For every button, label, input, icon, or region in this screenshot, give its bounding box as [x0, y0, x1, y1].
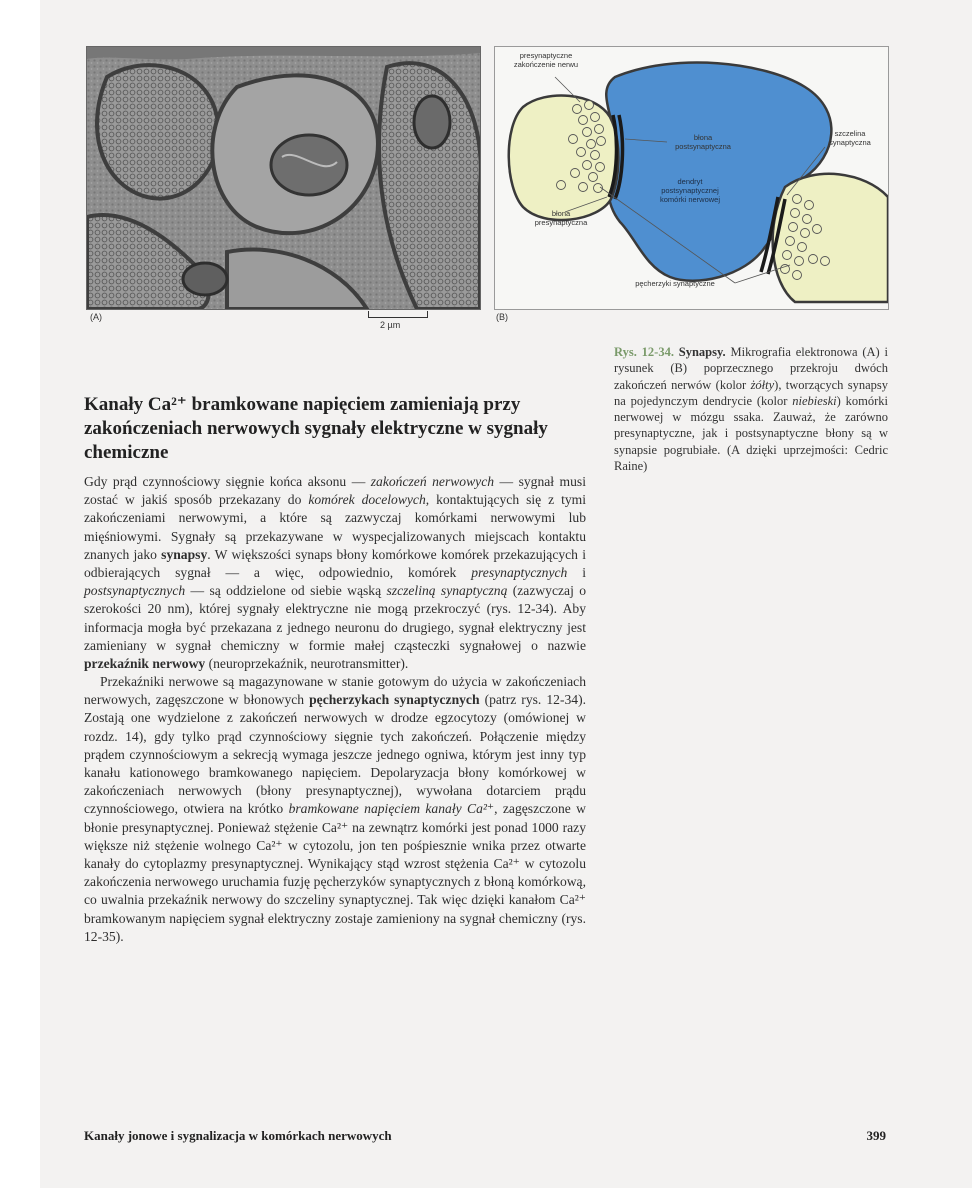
panel-b-label: (B): [496, 312, 508, 322]
caption-number: Rys. 12-34.: [614, 345, 674, 359]
term-synapsy: synapsy: [161, 546, 208, 562]
label-synaptic-cleft: szczelina synaptyczna: [829, 129, 871, 147]
electron-micrograph: [86, 46, 481, 310]
paragraph-1: Gdy prąd czynnościowy sięgnie końca aksonu — zakończeń nerwowych — sygnał musi zostać w jakiś sposób przekazany do komórek docelowych, kontaktujących się z tymi zakończeniami nerwowymi, a które są zazwyczaj komórkami nerwowymi lub mięśniowymi. Sygnały są przekazywane w wyspecjalizowanych miejscach kontaktu znanych jako synapsy. W większości synaps błony komórkowe komórek przekazujących i odbierających sygnał — a więc, odpowiednio, komórek presynaptycznych i postsynaptycznych — są oddzielone od siebie wąską szczeliną synaptyczną (zazwyczaj o szerokości 20 nm), której sygnały elektryczne nie mogą przekroczyć (rys. 12-34). Aby informacja mogła być przekazana z jednego neuronu do drugiego, sygnał elektryczny jest zamieniany w sygnał chemiczny w formie małej cząsteczki sygnałowej o nazwie przekaźnik nerwowy (neuroprzekaźnik, neurotransmitter).: [84, 474, 587, 671]
figure-caption: [614, 344, 888, 474]
label-presynaptic-membrane: błona presynaptyczna: [534, 209, 588, 227]
caption-title: Synapsy.: [678, 345, 726, 359]
label-presynaptic-terminal: presynaptyczne zakończenie nerwu: [513, 51, 579, 69]
caption-text-3: ) komórki nerwowej w mózgu ssaka. Zauważ, że zarówno presynaptyczne, jak i postsynaptyczne błony są w synapsie pogrubiałe. (A dzięki uprzejmości: Cedric Raine): [614, 393, 888, 473]
synapse-diagram: [494, 46, 889, 310]
running-title: Kanały jonowe i sygnalizacja w komórkach nerwowych: [84, 1128, 392, 1143]
label-synaptic-vesicles: pęcherzyki synaptyczne: [635, 279, 715, 288]
page-number: 399: [866, 1128, 886, 1143]
micrograph-image: [87, 47, 480, 309]
label-dendrite: dendryt postsynaptycznej komórki nerwowej: [659, 177, 721, 204]
caption-yellow-word: żółty: [750, 377, 775, 392]
caption-blue-word: niebieski: [792, 393, 837, 408]
panel-a-label: (A): [90, 312, 102, 322]
paragraph-2: Przekaźniki nerwowe są magazynowane w stanie gotowym do użycia w zakończeniach nerwowych, zagęszczone w błonowych pęcherzykach synaptycznych (patrz rys. 12-34). Zostają one wydzielone z zakończeń nerwowych w drodze egzocytozy (omówionej w rozdz. 14), gdy tylko prąd czynnościowy sięgnie tych zakończeń. Połączenie między prądem czynnościowym a sekrecją wymaga jeszcze jednego ogniwa, którym jest inny typ kanału kationowego bramkowanego napięciem. Depolaryzacja błony komórkowej w zakończeniach nerwowych (błony presynaptycznej), wywołana dotarciem prądu czynnościowego, otwiera na krótko bramkowane napięciem kanały Ca²⁺, zagęszczone w błonie presynaptycznej. Ponieważ stężenie Ca²⁺ na zewnątrz komórki jest ponad 1000 razy większe niż stężenie wolnego Ca²⁺ w cytozolu, jon ten pośpiesznie wnika przez otwarte kanały do cytoplazmy presynaptycznej. Wynikający stąd wzrost stężenia Ca²⁺ w cytozolu zakończenia nerwowego uruchamia fuzję pęcherzyków synaptycznych z błoną komórkową, co uwalnia przekaźnik nerwowy do szczeliny synaptycznej. Tak więc dzięki kanałom Ca²⁺ bramkowanym napięciem sygnał elektryczny zostaje zamieniony na sygnał chemiczny (rys. 12-35).: [84, 674, 586, 944]
term-pecherzyki-synaptyczne: pęcherzykach synaptycznych: [309, 692, 480, 708]
section-heading: Kanały Ca²⁺ bramkowane napięciem zamieniają przy zakończeniach nerwowych sygnały elektryczne w sygnały chemiczne: [84, 394, 548, 463]
scale-label: 2 µm: [380, 320, 401, 330]
body-text: [84, 473, 586, 946]
caption-text-2: ), tworzących synapsy na pojedynczym dendrycie (kolor: [614, 377, 889, 408]
scale-bar: [368, 311, 428, 318]
caption-text-1: Mikrografia elektronowa (A) i rysunek (B) poprzecznego przekroju dwóch zakończeń nerwów (kolor: [614, 345, 888, 392]
label-postsynaptic-membrane: błona postsynaptyczna: [675, 133, 731, 151]
page-footer: [84, 1128, 886, 1144]
term-przekaznik-nerwowy: przekaźnik nerwowy: [84, 655, 206, 671]
presynaptic-terminal-upper: [509, 96, 619, 221]
